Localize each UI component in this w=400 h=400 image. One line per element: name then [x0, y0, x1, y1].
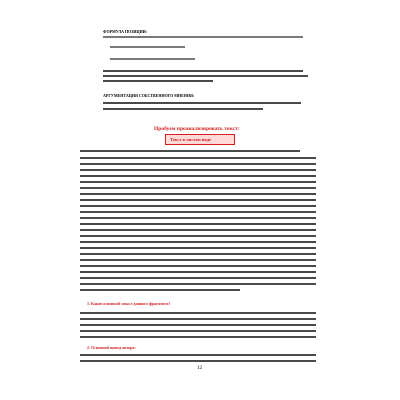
text-line: [80, 193, 316, 195]
question-heading-2: 2. Основной вывод автора:: [87, 346, 136, 350]
text-line: [103, 108, 263, 110]
text-line: [103, 75, 308, 77]
text-line: [80, 199, 316, 201]
text-line: [80, 289, 240, 291]
section-heading-position: ФОРМУЛА ПОЗИЦИИ:: [103, 30, 148, 34]
text-line: [80, 336, 316, 338]
text-line: [80, 187, 316, 189]
question-heading-1: 1. Каков основной смысл данного фрагмента?: [87, 302, 171, 306]
text-line: [80, 324, 316, 326]
text-line: [80, 271, 316, 273]
text-line: [80, 253, 316, 255]
text-line: [80, 175, 316, 177]
text-line: [80, 217, 316, 219]
text-line: [80, 354, 316, 356]
text-line: [80, 247, 316, 249]
text-line: [80, 283, 316, 285]
text-line: [80, 223, 316, 225]
text-line: [103, 70, 303, 72]
text-line: [80, 312, 316, 314]
text-line: [80, 259, 316, 261]
text-line: [103, 36, 303, 38]
problem-tag: [165, 134, 235, 145]
text-line: [80, 277, 316, 279]
text-line: [80, 360, 316, 362]
text-line: [80, 330, 316, 332]
text-line: [80, 181, 316, 183]
text-line: [80, 150, 300, 152]
text-line: [103, 80, 213, 82]
text-line: [80, 229, 316, 231]
text-line: [80, 265, 316, 267]
text-line: [80, 318, 316, 320]
text-line: [80, 157, 316, 159]
problem-tag-label: Текст в чистом виде: [170, 137, 212, 142]
text-line: [80, 169, 316, 171]
section-heading-argumentation: АРГУМЕНТАЦИЯ СОБСТВЕННОГО МНЕНИЯ:: [103, 94, 195, 98]
page-number: 12: [197, 366, 202, 371]
text-line: [110, 58, 195, 60]
text-line: [80, 163, 316, 165]
text-line: [110, 46, 185, 48]
text-line: [80, 241, 316, 243]
text-line: [80, 205, 316, 207]
text-line: [80, 235, 316, 237]
text-line: [80, 211, 316, 213]
problem-title: Пробуем проанализировать текст:: [154, 126, 240, 132]
text-line: [103, 102, 301, 104]
